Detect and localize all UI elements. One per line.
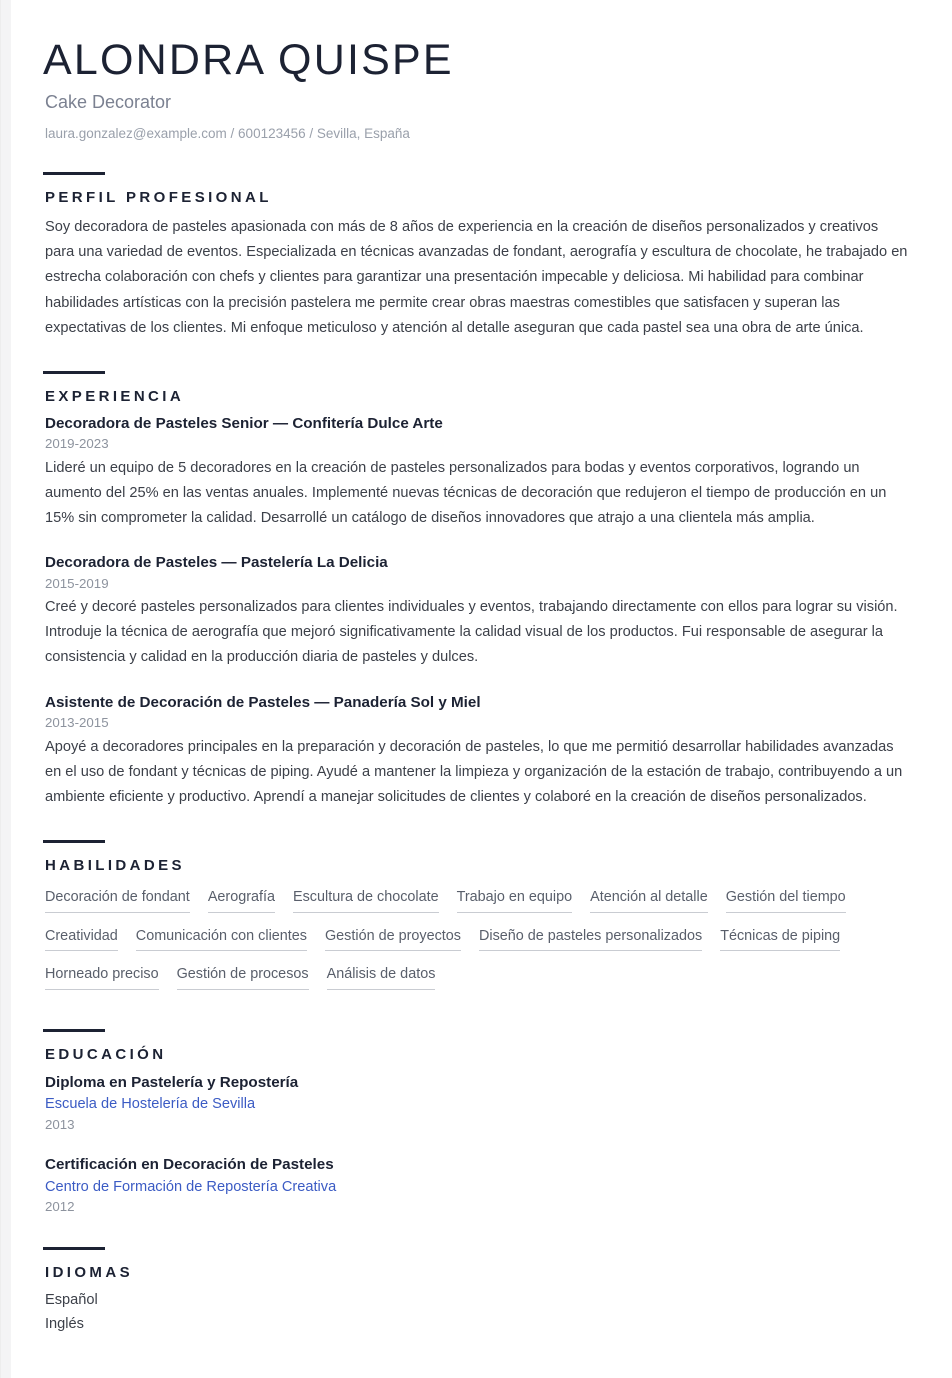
education-school: Escuela de Hostelería de Sevilla	[45, 1096, 256, 1113]
experience-description: Creé y decoré pasteles personalizados para clientes individuales y eventos, trabajando directamente con ellos para lograr su visión. Introduje la técnica de aerografía que mejoró significativamente la calidad visual de los productos. Fui responsable de asegurar la consistencia y calidad en la producción diaria de pasteles y dulces.	[45, 599, 898, 666]
experience-entry	[43, 414, 910, 531]
skill-tag: Gestión de proyectos	[325, 922, 461, 952]
section-languages	[43, 1247, 910, 1335]
experience-entry	[43, 693, 910, 810]
section-profile	[43, 172, 910, 340]
section-title-experience: EXPERIENCIA	[45, 387, 185, 405]
skill-tag: Horneado preciso	[45, 960, 159, 990]
experience-description: Apoyé a decoradores principales en la preparación y decoración de pasteles, lo que me permitió desarrollar habilidades avanzadas en el uso de fondant y técnicas de piping. Ayudé a mantener la limpieza y organización de la estación de trabajo, contribuyendo a un ambiente eficiente y productivo. Aprendí a manejar solicitudes de clientes y colaboré en la creación de diseños personalizados.	[45, 738, 903, 805]
candidate-name: ALONDRA QUISPE	[43, 36, 454, 84]
skill-tag: Atención al detalle	[590, 883, 708, 913]
experience-title: Asistente de Decoración de Pasteles — Panadería Sol y Miel	[45, 693, 481, 711]
skill-tag: Diseño de pasteles personalizados	[479, 922, 702, 952]
experience-title: Decoradora de Pasteles Senior — Confitería Dulce Arte	[45, 414, 443, 432]
section-rule	[43, 840, 105, 843]
skill-tag: Gestión del tiempo	[726, 883, 846, 913]
experience-date: 2019-2023	[45, 436, 109, 452]
skill-tag: Aerografía	[208, 883, 275, 913]
skill-tag: Análisis de datos	[327, 960, 436, 990]
skill-tag: Comunicación con clientes	[136, 922, 307, 952]
section-rule	[43, 1029, 105, 1032]
contact-line: laura.gonzalez@example.com / 600123456 / Sevilla, España	[45, 125, 410, 141]
section-title-languages: IDIOMAS	[45, 1263, 133, 1281]
section-skills	[43, 840, 910, 999]
education-year: 2012	[45, 1199, 75, 1215]
page-left-edge-shade	[1, 0, 11, 1378]
language-item: Español	[45, 1291, 98, 1308]
skill-tag: Escultura de chocolate	[293, 883, 439, 913]
experience-entry	[43, 553, 910, 670]
skills-list	[45, 883, 883, 999]
education-entry	[43, 1072, 910, 1134]
resume-header	[43, 0, 910, 142]
profile-text: Soy decoradora de pasteles apasionada con más de 8 años de experiencia en la creación de diseños personalizados y creativos para una variedad de eventos. Especializada en técnicas avanzadas de fondant, aerografía y escultura de chocolate, he trabajado en estrecha colaboración con chefs y clientes para garantizar una presentación impecable y deliciosa. Mi habilidad para combinar habilidades artísticas con la precisión pastelera me permite crear obras maestras comestibles que satisfacen y superan las expectativas de los clientes. Mi enfoque meticuloso y atención al detalle aseguran que cada pastel sea una obra de arte única.	[45, 219, 908, 336]
experience-date: 2013-2015	[45, 715, 109, 731]
education-degree: Diploma en Pastelería y Repostería	[45, 1074, 299, 1092]
experience-date: 2015-2019	[45, 575, 109, 591]
skill-tag: Creatividad	[45, 922, 118, 952]
section-education	[43, 1029, 910, 1217]
experience-title: Decoradora de Pasteles — Pastelería La Delicia	[45, 554, 388, 572]
section-experience	[43, 371, 910, 810]
section-rule	[43, 172, 105, 175]
section-rule	[43, 1247, 105, 1250]
skill-tag: Gestión de procesos	[177, 960, 309, 990]
section-title-education: EDUCACIÓN	[45, 1046, 167, 1064]
section-rule	[43, 371, 105, 374]
section-title-skills: HABILIDADES	[45, 856, 185, 874]
skill-tag: Técnicas de piping	[720, 922, 840, 952]
skill-tag: Trabajo en equipo	[457, 883, 572, 913]
education-year: 2013	[45, 1116, 75, 1132]
language-item: Inglés	[45, 1315, 84, 1332]
section-title-profile: PERFIL PROFESIONAL	[45, 189, 272, 207]
education-entry	[43, 1154, 910, 1216]
experience-description: Lideré un equipo de 5 decoradores en la creación de pasteles personalizados para bodas y eventos corporativos, logrando un aumento del 25% en las ventas anuales. Implementé nuevas técnicas de decoración que redujeron el tiempo de producción en un 15% sin comprometer la calidad. Desarrollé un catálogo de diseños innovadores que atrajo a una clientela más amplia.	[45, 459, 887, 527]
education-school: Centro de Formación de Repostería Creativa	[45, 1178, 337, 1195]
education-degree: Certificación en Decoración de Pasteles	[45, 1156, 334, 1174]
candidate-job-title: Cake Decorator	[45, 92, 172, 113]
skill-tag: Decoración de fondant	[45, 883, 190, 913]
